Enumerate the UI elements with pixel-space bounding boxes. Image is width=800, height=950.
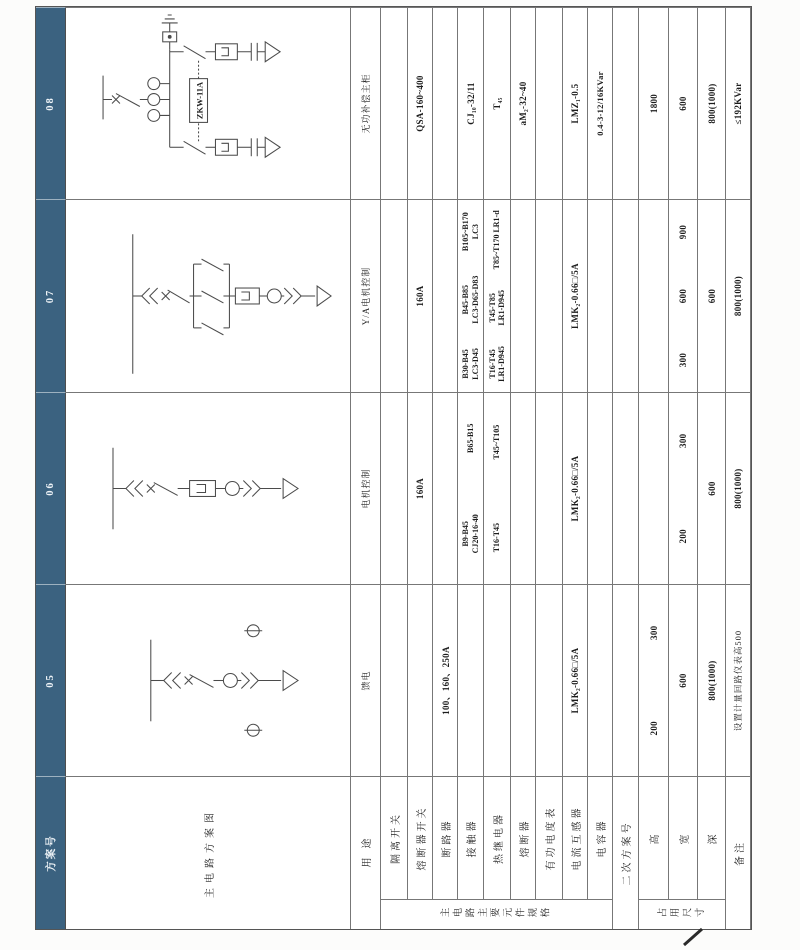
s08-remark: ≤192KVar <box>726 7 751 199</box>
empty-cell <box>511 584 536 776</box>
empty-cell <box>381 392 408 584</box>
empty-cell <box>536 199 563 392</box>
s06-current-transformer: LMK₂-0.66□/5A <box>563 392 588 584</box>
empty-cell <box>381 7 408 199</box>
feeder-diagram <box>66 585 350 776</box>
s06-width <box>669 392 698 584</box>
empty-cell <box>536 584 563 776</box>
s06-remark: 800(1000) <box>726 392 751 584</box>
scan-pen-mark <box>681 926 705 948</box>
row-label-secondary-scheme-no: 二次方案号 <box>613 776 639 929</box>
empty-cell <box>536 7 563 199</box>
s06-contactor-g1-range: B9-B45 <box>461 521 471 547</box>
s08-current-transformer: LMZ₁-0.5 <box>563 7 588 199</box>
capacitor-compensation-diagram <box>66 8 350 199</box>
s07-contactor-g3-range: B105~B170 <box>461 212 471 252</box>
scheme-06-diagram <box>66 392 351 584</box>
s05-current-transformer: LMK₂-0.66□/5A <box>563 584 588 776</box>
empty-cell <box>381 584 408 776</box>
row-label-fuse: 熔断器 <box>511 776 536 899</box>
s08-thermal-relay: T₄₅ <box>484 7 511 199</box>
s06-width-v1: 200 <box>678 529 688 544</box>
s05-width: 600 <box>669 584 698 776</box>
s07-depth: 600 <box>698 199 726 392</box>
scheme-08-diagram <box>66 7 351 199</box>
empty-cell <box>613 7 639 199</box>
diagram-row-label: 主电路方案图 <box>66 776 351 929</box>
group-footprint: 占用尺寸 <box>639 899 726 929</box>
s06-contactor <box>458 392 484 584</box>
s06-thermal-relay <box>484 392 511 584</box>
row-label-thermal-relay: 热继电器 <box>484 776 511 899</box>
empty-cell <box>433 7 458 199</box>
s06-width-v2: 300 <box>678 433 688 448</box>
s06-usage: 电机控制 <box>351 392 381 584</box>
empty-cell <box>613 584 639 776</box>
s07-width-v3: 900 <box>678 224 688 240</box>
scheme-08-number: 08 <box>36 7 66 199</box>
controller-label: ZKW-11A <box>194 81 205 120</box>
group-main-components: 主电路主要元件规格 <box>381 899 613 929</box>
s07-thermal-g3: T85~T170 LR1-d <box>492 210 502 270</box>
row-label-current-transformer: 电流互感器 <box>563 776 588 899</box>
empty-cell <box>613 392 639 584</box>
plan-number-header: 方案号 <box>36 776 66 929</box>
empty-cell <box>408 584 433 776</box>
motor-control-diagram <box>66 393 350 584</box>
scheme-table <box>35 6 752 930</box>
empty-cell <box>536 392 563 584</box>
s08-usage: 无功补偿主柜 <box>351 7 381 199</box>
s05-usage: 馈电 <box>351 584 381 776</box>
s07-fuse-switch: 160A <box>408 199 433 392</box>
empty-cell <box>511 392 536 584</box>
s07-thermal-g2-range: T45-T85 <box>487 293 497 323</box>
s07-width <box>669 199 698 392</box>
s08-fuse-switch: QSA-160~400 <box>408 7 433 199</box>
s07-contactor-g3-type: LC3 <box>470 224 480 240</box>
s07-width-v1: 300 <box>678 352 688 368</box>
row-label-breaker: 断路器 <box>433 776 458 899</box>
row-label-width: 宽 <box>669 776 698 899</box>
row-label-contactor: 接触器 <box>458 776 484 899</box>
row-label-isolator: 隔离开关 <box>381 776 408 899</box>
s05-height <box>639 584 669 776</box>
row-label-fuse-switch: 熔断器开关 <box>408 776 433 899</box>
empty-cell <box>588 392 613 584</box>
s07-thermal-relay <box>484 199 511 392</box>
empty-cell <box>511 199 536 392</box>
s06-thermal-g2: T45~T105 <box>492 424 502 460</box>
empty-cell <box>433 392 458 584</box>
s06-depth: 600 <box>698 392 726 584</box>
empty-cell <box>639 199 669 392</box>
s07-current-transformer: LMK₂-0.66□/5A <box>563 199 588 392</box>
s07-contactor-g2-range: B45-B85 <box>461 284 471 315</box>
s07-usage: Y/A电机控制 <box>351 199 381 392</box>
s07-contactor-g1-type: LC3-D45 <box>470 348 480 380</box>
scheme-07-number: 07 <box>36 199 66 392</box>
s05-depth: 800(1000) <box>698 584 726 776</box>
s06-thermal-g1: T16-T45 <box>492 522 502 553</box>
row-label-height: 高 <box>639 776 669 899</box>
empty-cell <box>381 199 408 392</box>
row-label-capacitor: 电容器 <box>588 776 613 899</box>
s07-thermal-g1-range: T16-T45 <box>487 349 497 379</box>
s05-height-v1: 200 <box>648 721 659 736</box>
empty-cell <box>433 199 458 392</box>
empty-cell <box>458 584 484 776</box>
s08-depth: 800(1000) <box>698 7 726 199</box>
s05-breaker: 100、160、250A <box>433 584 458 776</box>
row-label-energy-meter: 有功电度表 <box>536 776 563 899</box>
s08-contactor: CJ₁₀-32/11 <box>458 7 484 199</box>
empty-cell <box>588 584 613 776</box>
row-label-usage: 用途 <box>351 776 381 929</box>
s06-fuse-switch: 160A <box>408 392 433 584</box>
s07-contactor-g1-range: B30-B45 <box>461 349 471 379</box>
s08-fuse: aM₂-32~40 <box>511 7 536 199</box>
s07-thermal-g2-type: LR1-D945 <box>497 289 506 326</box>
s06-contactor-g2-range: B65-B15 <box>465 423 475 453</box>
s08-capacitor: 0.4-3-12/16KVar <box>588 7 613 199</box>
empty-cell <box>639 392 669 584</box>
s08-height: 1800 <box>639 7 669 199</box>
s08-width: 600 <box>669 7 698 199</box>
s07-thermal-g1-type: LR1-D945 <box>497 346 506 382</box>
s07-remark: 800(1000) <box>726 199 751 392</box>
s06-contactor-g1-type: CJ20-16-40 <box>470 514 480 554</box>
scheme-05-diagram <box>66 584 351 776</box>
empty-cell <box>588 199 613 392</box>
s05-height-v2: 300 <box>648 625 659 640</box>
s05-remark: 设置计量回路仪表高500 <box>726 584 751 776</box>
row-label-remark: 备注 <box>726 776 751 929</box>
s07-contactor <box>458 199 484 392</box>
star-delta-diagram <box>66 200 350 392</box>
s07-contactor-g2-type: LC3-D65-D83 <box>470 275 480 324</box>
empty-cell <box>613 199 639 392</box>
row-label-depth: 深 <box>698 776 726 899</box>
scheme-05-number: 05 <box>36 584 66 776</box>
scheme-07-diagram <box>66 199 351 392</box>
s07-width-v2: 600 <box>678 288 688 304</box>
empty-cell <box>484 584 511 776</box>
scheme-06-number: 06 <box>36 392 66 584</box>
